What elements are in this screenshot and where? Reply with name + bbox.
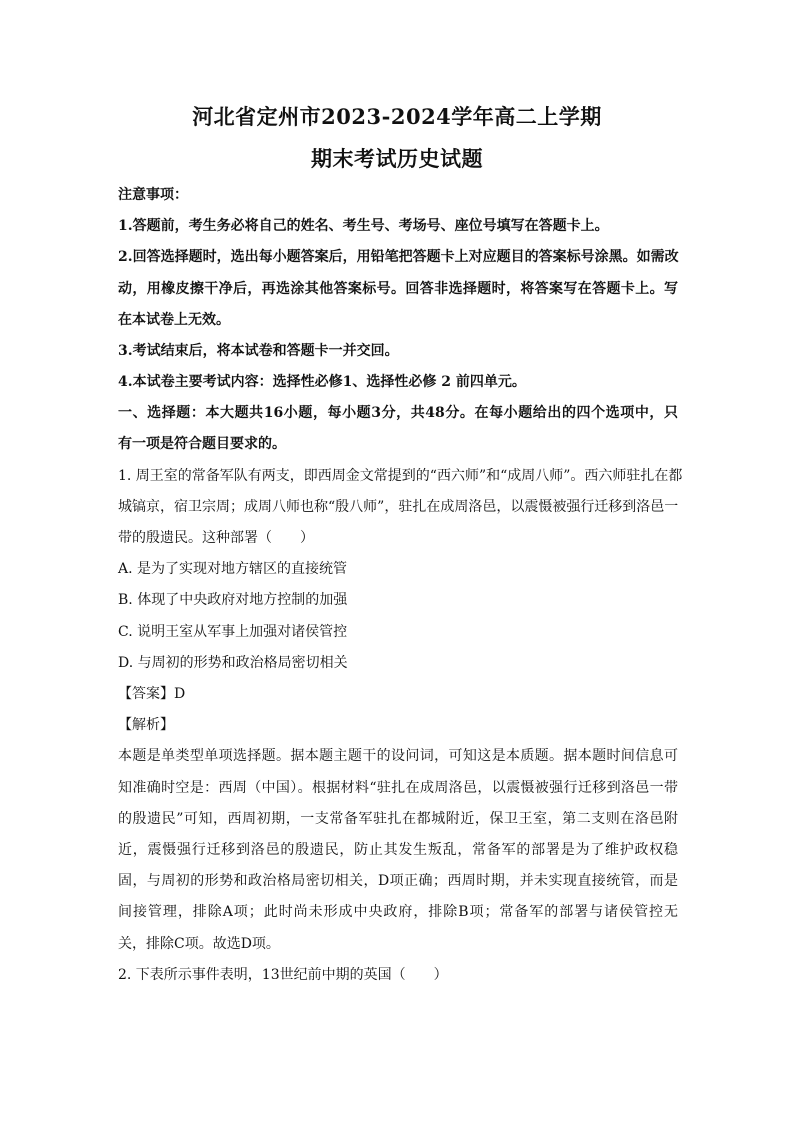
q1-analysis-line-1: 本题是单类型单项选择题。据本题主题干的设问词，可知这是本质题。据本题时间信息可 — [118, 748, 678, 764]
q1-analysis-heading: 【解析】 — [118, 717, 174, 733]
q1-stem-line-3: 带的殷遗民。这种部署（ ） — [118, 530, 314, 546]
q1-option-c: C. 说明王室从军事上加强对诸侯管控 — [118, 624, 348, 640]
notice-item-1: 1.答题前，考生务必将自己的姓名、考生号、考场号、座位号填写在答题卡上。 — [118, 218, 609, 234]
q1-analysis-line-7: 关，排除C项。故选D项。 — [118, 936, 280, 952]
notice-item-2-line-2: 动，用橡皮擦干净后，再选涂其他答案标号。回答非选择题时，将答案写在答题卡上。写 — [118, 281, 678, 297]
notice-item-4: 4.本试卷主要考试内容：选择性必修1、选择性必修 2 前四单元。 — [118, 374, 526, 390]
exam-subtitle: 期末考试历史试题 — [311, 146, 483, 171]
q1-option-a: A. 是为了实现对地方辖区的直接统管 — [118, 561, 348, 577]
notice-item-2-line-1: 2.回答选择题时，选出每小题答案后，用铅笔把答题卡上对应题目的答案标号涂黑。如需改 — [118, 249, 679, 265]
q1-answer: 【答案】D — [118, 686, 186, 702]
q1-stem-line-2: 城镐京，宿卫宗周；成周八师也称“殷八师”，驻扎在成周洛邑，以震慑被强行迁移到洛邑一 — [118, 499, 679, 515]
q1-analysis-line-3: 的殷遗民”可知，西周初期，一支常备军驻扎在都城附近，保卫王室，第二支则在洛邑附 — [118, 811, 678, 827]
notice-item-3: 3.考试结束后，将本试卷和答题卡一并交回。 — [118, 343, 399, 359]
exam-title: 河北省定州市2023-2024学年高二上学期 — [192, 104, 602, 129]
q1-option-b: B. 体现了中央政府对地方控制的加强 — [118, 592, 348, 608]
q2-stem-line-1: 2. 下表所示事件表明，13世纪前中期的英国（ ） — [118, 967, 448, 983]
q1-stem-line-1: 1. 周王室的常备军队有两支，即西周金文常提到的“西六师”和“成周八师”。西六师驻扎在都 — [118, 468, 683, 484]
q1-analysis-line-6: 间接管理，排除A项；此时尚未形成中央政府，排除B项；常备军的部署与诸侯管控无 — [118, 904, 678, 920]
q1-option-d: D. 与周初的形势和政治格局密切相关 — [118, 655, 348, 671]
notice-heading: 注意事项： — [118, 187, 188, 203]
q1-analysis-line-2: 知准确时空是：西周（中国）。根据材料“驻扎在成周洛邑，以震慑被强行迁移到洛邑一带 — [118, 780, 678, 796]
section-heading-line-2: 有一项是符合题目要求的。 — [118, 436, 286, 452]
q1-analysis-line-4: 近，震慑强行迁移到洛邑的殷遗民，防止其发生叛乱，常备军的部署是为了维护政权稳 — [118, 842, 678, 858]
notice-item-2-line-3: 在本试卷上无效。 — [118, 312, 230, 328]
q1-analysis-line-5: 固，与周初的形势和政治格局密切相关，D项正确；西周时期，并未实现直接统管，而是 — [118, 873, 678, 889]
section-heading-line-1: 一、选择题：本大题共16小题，每小题3分，共48分。在每小题给出的四个选项中，只 — [118, 405, 678, 421]
